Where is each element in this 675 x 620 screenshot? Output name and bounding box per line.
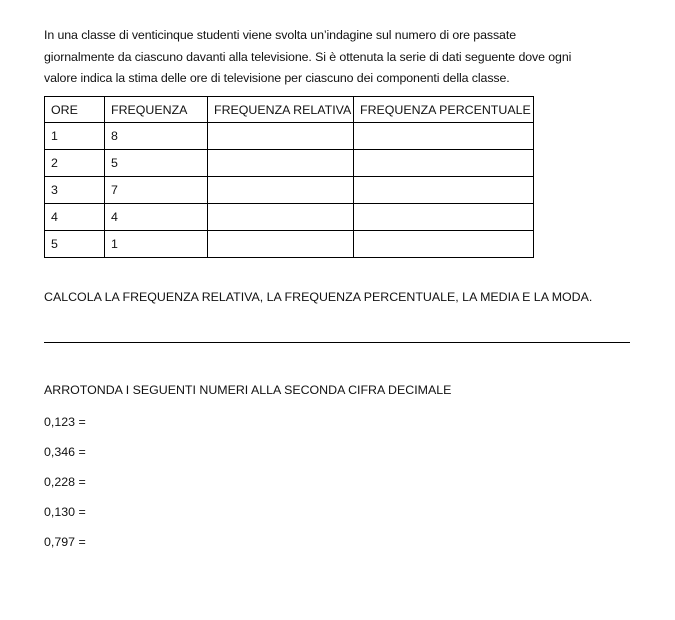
header-frequenza-percentuale: FREQUENZA PERCENTUALE [354, 97, 534, 123]
cell-frequenza-relativa[interactable] [208, 123, 354, 150]
rounding-item: 0,130 = [44, 505, 86, 519]
table-row [45, 177, 534, 204]
cell-frequenza: 5 [105, 150, 208, 177]
rounding-list [44, 414, 86, 564]
intro-line: giornalmente da ciascuno davanti alla televisione. Si è ottenuta la serie di dati seguente dove ogni [44, 49, 572, 64]
table-row [45, 150, 534, 177]
table-header-row [45, 97, 534, 123]
answer-line [44, 342, 630, 343]
cell-frequenza-percentuale[interactable] [354, 231, 534, 258]
cell-frequenza-relativa[interactable] [208, 177, 354, 204]
table-row [45, 231, 534, 258]
cell-ore: 4 [45, 204, 105, 231]
header-ore: ORE [45, 97, 105, 123]
intro-line: valore indica la stima delle ore di televisione per ciascuno dei componenti della classe. [44, 71, 510, 85]
cell-ore: 5 [45, 231, 105, 258]
cell-frequenza-percentuale[interactable] [354, 204, 534, 231]
rounding-item: 0,346 = [44, 445, 86, 459]
rounding-item: 0,123 = [44, 415, 86, 429]
rounding-item: 0,228 = [44, 475, 86, 489]
cell-ore: 3 [45, 177, 105, 204]
cell-frequenza: 8 [105, 123, 208, 150]
cell-frequenza-relativa[interactable] [208, 231, 354, 258]
cell-ore: 2 [45, 150, 105, 177]
intro-line: In una classe di venticinque studenti viene svolta un’indagine sul numero di ore passate [44, 28, 516, 42]
cell-frequenza-percentuale[interactable] [354, 177, 534, 204]
cell-frequenza: 1 [105, 231, 208, 258]
table-row [45, 123, 534, 150]
frequency-table [44, 96, 534, 258]
cell-frequenza-percentuale[interactable] [354, 150, 534, 177]
rounding-item: 0,797 = [44, 535, 86, 549]
header-frequenza-relativa: FREQUENZA RELATIVA [208, 97, 354, 123]
cell-frequenza-relativa[interactable] [208, 150, 354, 177]
calculation-instruction: CALCOLA LA FREQUENZA RELATIVA, LA FREQUENZA PERCENTUALE, LA MEDIA E LA MODA. [44, 290, 593, 304]
cell-ore: 1 [45, 123, 105, 150]
cell-frequenza-percentuale[interactable] [354, 123, 534, 150]
rounding-title: ARROTONDA I SEGUENTI NUMERI ALLA SECONDA CIFRA DECIMALE [44, 383, 452, 397]
table-row [45, 204, 534, 231]
cell-frequenza: 7 [105, 177, 208, 204]
cell-frequenza: 4 [105, 204, 208, 231]
cell-frequenza-relativa[interactable] [208, 204, 354, 231]
intro-paragraph [44, 25, 634, 90]
header-frequenza: FREQUENZA [105, 97, 208, 123]
